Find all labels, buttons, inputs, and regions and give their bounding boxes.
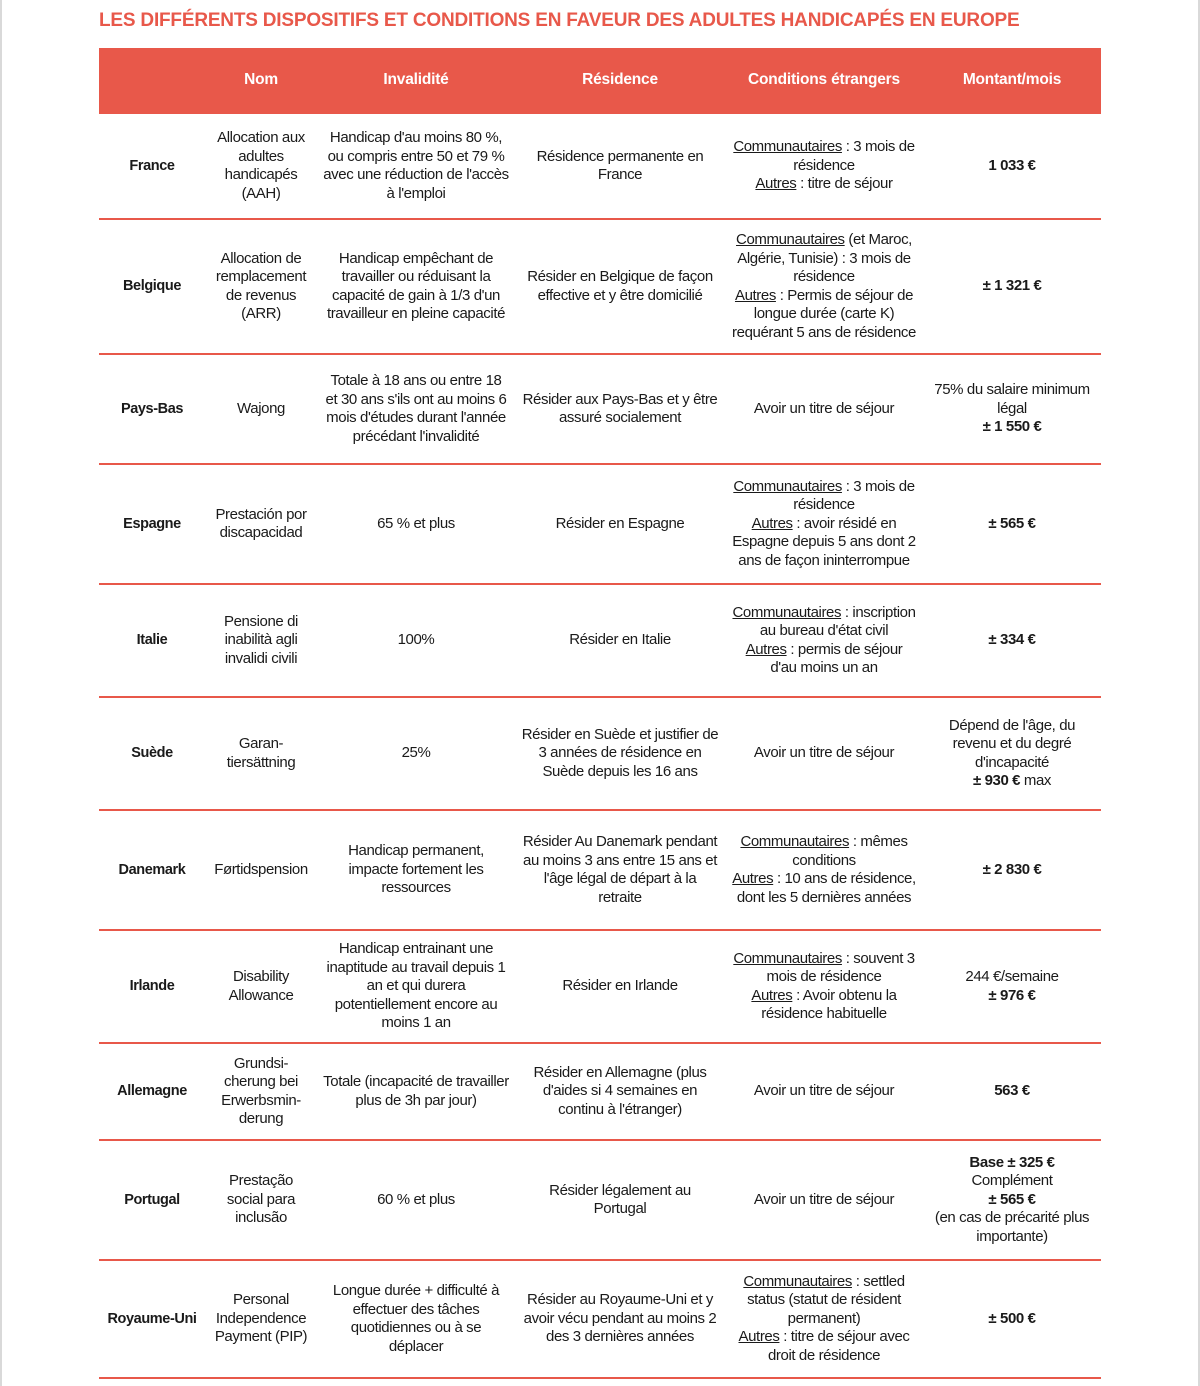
residence-cell: Résider en Allemagne (plus d'aides si 4 semaines en continu à l'étranger) — [515, 1043, 725, 1140]
condition-line — [731, 744, 917, 763]
nom-cell: Personal Independence Payment (PIP) — [205, 1260, 317, 1378]
invalidite-cell: 25% — [317, 697, 515, 810]
table-row — [99, 1043, 1101, 1140]
table-row — [99, 584, 1101, 697]
montant-suffix: max — [1020, 772, 1052, 789]
nom-cell: Prestación por discapacidad — [205, 464, 317, 584]
condition-line — [731, 870, 917, 907]
table-body — [99, 113, 1101, 1378]
header-country — [99, 48, 205, 113]
montant-value: ± 565 € — [988, 514, 1036, 532]
montant-line — [929, 157, 1095, 176]
nom-cell: Pensione di inabilità agli invalidi civili — [205, 584, 317, 697]
condition-text: : Avoir obtenu la résidence habituelle — [761, 986, 897, 1022]
conditions-cell — [725, 1260, 923, 1378]
condition-line — [731, 950, 917, 987]
condition-line — [731, 641, 917, 678]
nom-cell: Allocation aux adultes handicapés (AAH) — [205, 113, 317, 219]
condition-text: : permis de séjour d'au moins un an — [770, 640, 903, 676]
condition-label: Autres — [755, 175, 797, 193]
table-row — [99, 354, 1101, 464]
conditions-cell — [725, 113, 923, 219]
conditions-cell — [725, 810, 923, 930]
montant-value: ± 334 € — [988, 631, 1036, 649]
montant-cell — [923, 113, 1101, 219]
condition-line — [731, 478, 917, 515]
residence-cell: Résidence permanente en France — [515, 113, 725, 219]
country-cell: Allemagne — [99, 1043, 205, 1140]
condition-text: Avoir un titre de séjour — [753, 399, 895, 417]
montant-line — [929, 515, 1095, 534]
conditions-cell — [725, 1043, 923, 1140]
montant-value: ± 500 € — [988, 1309, 1036, 1327]
table-row — [99, 1260, 1101, 1378]
conditions-cell — [725, 930, 923, 1043]
nom-cell: Grundsi-cherung bei Erwerbsmin-derung — [205, 1043, 317, 1140]
condition-line — [731, 138, 917, 175]
montant-value: ± 976 € — [988, 986, 1036, 1004]
nom-cell: Allocation de remplacement de revenus (ARR) — [205, 219, 317, 354]
condition-label: Communautaires — [743, 1272, 852, 1290]
condition-text: : 3 mois de résidence — [793, 477, 915, 514]
montant-line — [929, 1191, 1095, 1210]
condition-text: Avoir un titre de séjour — [753, 1190, 895, 1208]
table-row — [99, 930, 1101, 1043]
invalidite-cell: Handicap d'au moins 80 %, ou compris entre 50 et 79 % avec une réduction de l'accès à l'emploi — [317, 113, 515, 219]
condition-line — [731, 1082, 917, 1101]
montant-line — [929, 631, 1095, 650]
montant-cell — [923, 930, 1101, 1043]
condition-text: : inscription au bureau d'état civil — [759, 603, 916, 639]
country-cell: Italie — [99, 584, 205, 697]
condition-line — [731, 604, 917, 641]
header-residence: Résidence — [515, 48, 725, 113]
montant-line — [929, 1209, 1095, 1246]
country-cell: Pays-Bas — [99, 354, 205, 464]
country-cell: Danemark — [99, 810, 205, 930]
montant-value: 75% du salaire minimum légal — [934, 381, 1090, 417]
condition-label: Autres — [732, 870, 774, 887]
country-cell: Irlande — [99, 930, 205, 1043]
montant-value: 1 033 € — [988, 156, 1036, 174]
montant-cell — [923, 464, 1101, 584]
condition-label: Autres — [751, 986, 793, 1004]
montant-cell — [923, 219, 1101, 354]
montant-line — [929, 1172, 1095, 1191]
table-row — [99, 1140, 1101, 1260]
condition-line — [731, 287, 917, 343]
condition-line — [731, 175, 917, 194]
condition-text: : Permis de séjour de longue durée (carte K) requérant 5 ans de résidence — [732, 286, 916, 341]
table-row — [99, 113, 1101, 219]
invalidite-cell: 65 % et plus — [317, 464, 515, 584]
montant-cell — [923, 697, 1101, 810]
header-row — [99, 48, 1101, 113]
table-row — [99, 810, 1101, 930]
condition-label: Autres — [751, 514, 793, 532]
invalidite-cell: 60 % et plus — [317, 1140, 515, 1260]
country-cell: Suède — [99, 697, 205, 810]
condition-line — [731, 400, 917, 419]
condition-text: : mêmes conditions — [792, 833, 908, 869]
montant-line — [929, 772, 1095, 791]
nom-cell: Førtidspension — [205, 810, 317, 930]
montant-cell — [923, 810, 1101, 930]
montant-value: Base ± 325 € — [969, 1153, 1055, 1171]
montant-cell — [923, 584, 1101, 697]
residence-cell: Résider en Espagne — [515, 464, 725, 584]
benefits-table — [99, 48, 1101, 1379]
table-row — [99, 219, 1101, 354]
conditions-cell — [725, 354, 923, 464]
montant-value: 563 € — [994, 1082, 1030, 1100]
condition-line — [731, 515, 917, 571]
header-nom: Nom — [205, 48, 317, 113]
country-cell: Espagne — [99, 464, 205, 584]
condition-label: Autres — [734, 286, 776, 304]
condition-text: : settled status (statut de résident permanent) — [747, 1272, 905, 1327]
table-header — [99, 48, 1101, 113]
invalidite-cell: Handicap empêchant de travailler ou réduisant la capacité de gain à 1/3 d'un travailleur en pleine capacité — [317, 219, 515, 354]
condition-text: : 10 ans de résidence, dont les 5 dernières années — [736, 870, 916, 906]
montant-value: ± 565 € — [988, 1190, 1036, 1208]
invalidite-cell: Handicap permanent, impacte fortement les ressources — [317, 810, 515, 930]
montant-value: (en cas de précarité plus importante) — [934, 1209, 1090, 1245]
montant-value: Dépend de l'âge, du revenu et du degré d'incapacité — [948, 716, 1076, 771]
condition-line — [731, 1328, 917, 1365]
montant-cell — [923, 1043, 1101, 1140]
montant-cell — [923, 1140, 1101, 1260]
residence-cell: Résider en Irlande — [515, 930, 725, 1043]
residence-cell: Résider Au Danemark pendant au moins 3 ans entre 15 ans et l'âge légal de départ à la retraite — [515, 810, 725, 930]
montant-value: ± 2 830 € — [982, 860, 1042, 878]
residence-cell: Résider en Belgique de façon effective et y être domicilié — [515, 219, 725, 354]
montant-cell — [923, 1260, 1101, 1378]
montant-line — [929, 1082, 1095, 1101]
condition-line — [731, 987, 917, 1024]
invalidite-cell: Handicap entrainant une inaptitude au travail depuis 1 an et qui durera potentiellement encore au moins 1 an — [317, 930, 515, 1043]
montant-line — [929, 418, 1095, 437]
condition-line — [731, 1191, 917, 1210]
montant-value: Complément — [971, 1172, 1053, 1190]
invalidite-cell: Totale (incapacité de travailler plus de 3h par jour) — [317, 1043, 515, 1140]
condition-label: Communautaires — [732, 603, 842, 621]
residence-cell: Résider légalement au Portugal — [515, 1140, 725, 1260]
montant-value: 244 €/semaine — [965, 968, 1059, 985]
condition-text: : titre de séjour — [796, 175, 893, 193]
table-row — [99, 697, 1101, 810]
invalidite-cell: Longue durée + difficulté à effectuer des tâches quotidiennes ou à se déplacer — [317, 1260, 515, 1378]
montant-line — [929, 381, 1095, 418]
condition-label: Communautaires — [736, 231, 845, 248]
invalidite-cell: 100% — [317, 584, 515, 697]
conditions-cell — [725, 464, 923, 584]
condition-line — [731, 1273, 917, 1329]
header-montant: Montant/mois — [923, 48, 1101, 113]
country-cell: Belgique — [99, 219, 205, 354]
country-cell: France — [99, 113, 205, 219]
montant-line — [929, 1310, 1095, 1329]
residence-cell: Résider aux Pays-Bas et y être assuré socialement — [515, 354, 725, 464]
condition-label: Communautaires — [740, 833, 850, 850]
condition-line — [731, 231, 917, 287]
page-title: LES DIFFÉRENTS DISPOSITIFS ET CONDITIONS EN FAVEUR DES ADULTES HANDICAPÉS EN EUROPE — [99, 10, 1020, 31]
country-cell: Portugal — [99, 1140, 205, 1260]
montant-line — [929, 968, 1095, 987]
condition-text: : titre de séjour avec droit de résidence — [767, 1328, 910, 1364]
residence-cell: Résider en Italie — [515, 584, 725, 697]
condition-line — [731, 833, 917, 870]
page-edge-left — [0, 0, 2, 1386]
montant-line — [929, 717, 1095, 773]
header-invalidite: Invalidité — [317, 48, 515, 113]
conditions-cell — [725, 697, 923, 810]
residence-cell: Résider en Suède et justifier de 3 années de résidence en Suède depuis les 16 ans — [515, 697, 725, 810]
montant-line — [929, 1154, 1095, 1173]
nom-cell: Disability Allowance — [205, 930, 317, 1043]
conditions-cell — [725, 584, 923, 697]
condition-label: Autres — [738, 1328, 780, 1346]
montant-value: ± 930 € — [972, 772, 1021, 789]
conditions-cell — [725, 1140, 923, 1260]
country-cell: Royaume-Uni — [99, 1260, 205, 1378]
table-row — [99, 464, 1101, 584]
condition-text: (et Maroc, Algérie, Tunisie) : 3 mois de résidence — [737, 231, 912, 285]
residence-cell: Résider au Royaume-Uni et y avoir vécu pendant au moins 2 des 3 dernières années — [515, 1260, 725, 1378]
header-conditions: Conditions étrangers — [725, 48, 923, 113]
conditions-cell — [725, 219, 923, 354]
invalidite-cell: Totale à 18 ans ou entre 18 et 30 ans s'ils ont au moins 6 mois d'études durant l'année précédant l'invalidité — [317, 354, 515, 464]
montant-line — [929, 861, 1095, 880]
montant-line — [929, 987, 1095, 1006]
nom-cell: Wajong — [205, 354, 317, 464]
montant-line — [929, 277, 1095, 296]
condition-text: : avoir résidé en Espagne depuis 5 ans dont 2 ans de façon ininterrompue — [732, 514, 916, 569]
condition-text: Avoir un titre de séjour — [753, 1082, 895, 1100]
condition-text: Avoir un titre de séjour — [753, 744, 895, 762]
condition-text: : 3 mois de résidence — [793, 138, 915, 174]
nom-cell: Prestação social para inclusão — [205, 1140, 317, 1260]
montant-value: ± 1 550 € — [982, 418, 1042, 436]
condition-label: Autres — [745, 640, 787, 658]
montant-value: ± 1 321 € — [982, 277, 1042, 295]
condition-label: Communautaires — [733, 949, 842, 967]
montant-cell — [923, 354, 1101, 464]
condition-text: : souvent 3 mois de résidence — [766, 949, 915, 985]
condition-label: Communautaires — [733, 477, 842, 495]
nom-cell: Garan-tiersättning — [205, 697, 317, 810]
condition-label: Communautaires — [733, 138, 842, 156]
